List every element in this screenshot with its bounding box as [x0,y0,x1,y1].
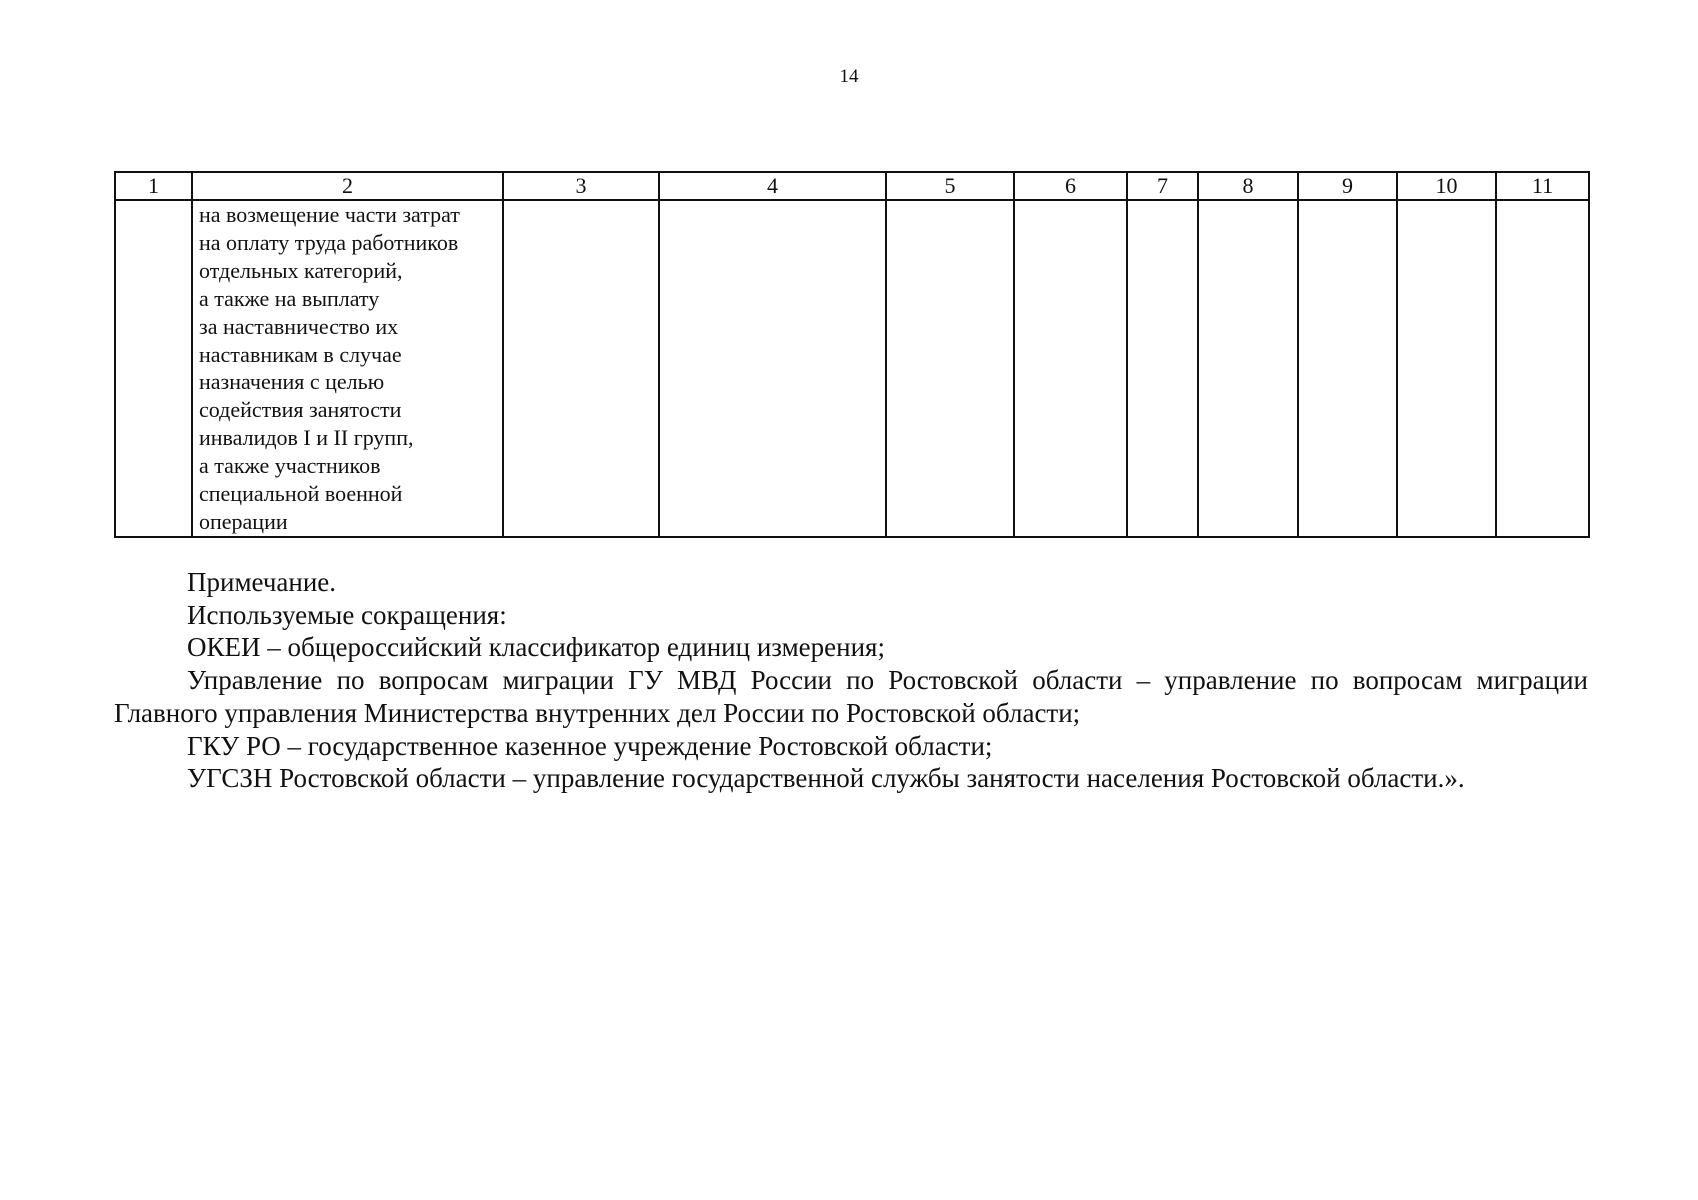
description-line: на возмещение части затрат [199,202,460,227]
column-header-2: 2 [192,172,503,200]
table-cell-description [192,200,503,537]
column-header-4: 4 [659,172,886,200]
column-header-3: 3 [503,172,659,200]
table-header-row [115,172,1589,200]
table-cell-col5 [886,200,1014,537]
abbreviation-item: ОКЕИ – общероссийский классификатор единиц измерения; [187,632,885,663]
description-line: содействия занятости [199,397,402,423]
description-line: а также участников [199,453,381,479]
column-header-11: 11 [1496,172,1589,200]
description-line: назначения с целью [199,369,385,395]
data-table [114,171,1590,538]
table-cell-col3 [503,200,659,537]
abbreviation-item: ГКУ РО – государственное казенное учреждение Ростовской области; [187,730,993,761]
table-cell-col11 [1496,200,1589,537]
table-cell-col4 [659,200,886,537]
table-cell-col9 [1298,200,1397,537]
description-line: за наставничество их [199,313,399,339]
description-line: а также на выплату [199,285,380,311]
description-line: отдельных категорий, [199,257,403,283]
table-cell-col6 [1014,200,1127,537]
column-header-1: 1 [115,172,192,200]
page-number: 14 [839,66,859,87]
description-line: наставникам в случае [199,341,402,367]
description-line: инвалидов I и II групп, [199,425,414,451]
description-line: операции [199,508,288,534]
description-line: на оплату труда работников [199,229,459,255]
abbreviations-heading: Используемые сокращения: [187,599,507,630]
column-header-8: 8 [1198,172,1298,200]
column-header-10: 10 [1397,172,1496,200]
abbreviation-item: УГСЗН Ростовской области – управление государственной службы занятости населения Ростовской области.». [187,763,1465,794]
description-line: специальной военной [199,481,403,507]
table-cell-col10 [1397,200,1496,537]
table-cell-col8 [1198,200,1298,537]
column-header-5: 5 [886,172,1014,200]
notes-section [114,566,1588,795]
table-cell-col7 [1127,200,1198,537]
column-header-9: 9 [1298,172,1397,200]
notes-title: Примечание. [187,567,337,597]
table-row [115,200,1589,537]
table-cell-col1 [115,200,192,537]
column-header-6: 6 [1014,172,1127,200]
abbreviation-item: Управление по вопросам миграции ГУ МВД России по Ростовской области – управление по вопросам миграции Главного управления Министерства внутренних дел России по Ростовской области; [114,665,1588,728]
column-header-7: 7 [1127,172,1198,200]
